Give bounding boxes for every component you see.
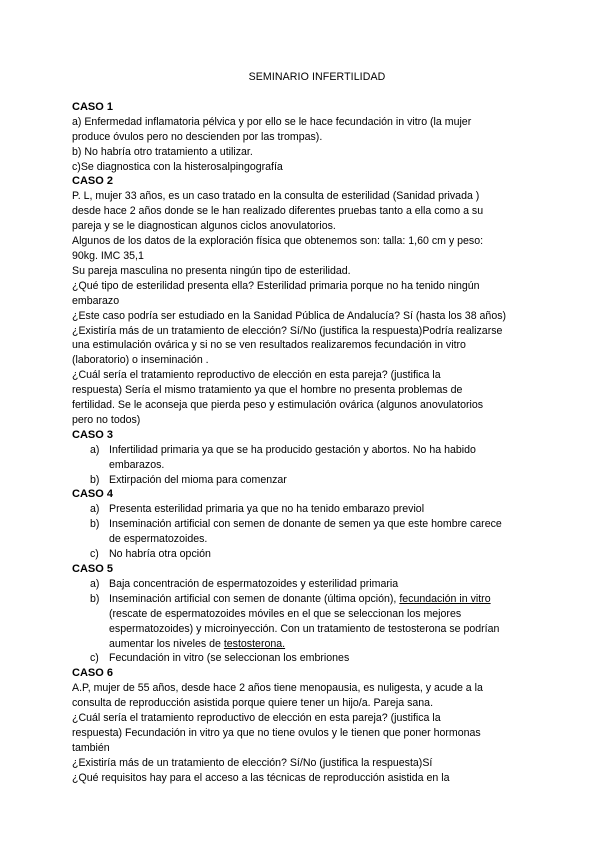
list-item-line: embarazos. [109, 458, 165, 471]
caso-6-line: A.P, mujer de 55 años, desde hace 2 años tiene menopausia, es nuligesta, y acude a la [72, 682, 483, 695]
caso-2-line: ¿Cuál sería el tratamiento reproductivo de elección en esta pareja? (justifica la [72, 369, 441, 382]
caso-1-line: c)Se diagnostica con la histerosalpingografía [72, 160, 283, 173]
caso-5-list [72, 577, 540, 666]
caso-1-section [72, 100, 540, 175]
caso-1-line: b) No habría otro tratamiento a utilizar. [72, 145, 253, 158]
list-item-line: Presenta esterilidad primaria ya que no ha tenido embarazo previol [109, 503, 425, 516]
list-item [72, 577, 540, 592]
list-marker: a) [90, 443, 100, 456]
document-title: SEMINARIO INFERTILIDAD [248, 71, 386, 83]
caso-2-line: ¿Este caso podría ser estudiado en la Sanidad Pública de Andalucía? Sí (hasta los 38 años) [72, 309, 507, 322]
list-item-line: Infertilidad primaria ya que se ha producido gestación y abortos. No ha habido [109, 443, 476, 456]
caso-6-line: también [72, 741, 110, 754]
list-item-line: Baja concentración de espermatozoides y esterilidad primaria [109, 577, 399, 590]
list-item [72, 473, 540, 488]
list-marker: a) [90, 503, 100, 516]
list-item [72, 547, 540, 562]
caso-2-line: Algunos de los datos de la exploración física que obtenemos son: talla: 1,60 cm y peso: [72, 235, 484, 248]
caso-1-line: a) Enfermedad inflamatoria pélvica y por ello se le hace fecundación in vitro (la mujer [72, 115, 472, 128]
caso-2-line: pareja y se le diagnostican algunos ciclos anovulatorios. [72, 220, 336, 233]
caso-4-heading: CASO 4 [72, 488, 113, 501]
list-marker: a) [90, 577, 100, 590]
caso-2-line: Su pareja masculina no presenta ningún tipo de esterilidad. [72, 264, 351, 277]
list-item-line: Inseminación artificial con semen de donante de semen ya que este hombre carece [109, 518, 502, 531]
list-marker: b) [90, 518, 100, 531]
list-marker: c) [90, 652, 99, 665]
caso-2-heading: CASO 2 [72, 175, 113, 188]
caso-6-line: ¿Existiría más de un tratamiento de elección? Sí/No (justifica la respuesta)Sí [72, 756, 433, 769]
caso-6-heading: CASO 6 [72, 667, 113, 680]
list-marker: c) [90, 548, 99, 561]
list-item [72, 592, 540, 652]
list-item [72, 517, 540, 547]
list-item-line: No habría otra opción [109, 548, 211, 561]
list-item-line: Fecundación in vitro (se seleccionan los embriones [109, 652, 350, 665]
caso-5-heading: CASO 5 [72, 563, 113, 575]
caso-3-section [72, 428, 540, 488]
list-item [72, 651, 540, 666]
caso-6-line: consulta de reproducción asistida porque quiere tener un hijo/a. Pareja sana. [72, 697, 434, 710]
caso-4-section [72, 487, 540, 562]
caso-2-line: (laboratorio) o inseminación . [72, 354, 209, 367]
caso-3-list [72, 443, 540, 488]
caso-1-heading: CASO 1 [72, 100, 113, 113]
list-item-line: de espermatozoides. [109, 533, 208, 546]
caso-5-section [72, 562, 540, 666]
list-item-line: aumentar los niveles de [109, 637, 224, 650]
caso-4-list [72, 502, 540, 562]
caso-2-line: fertilidad. Se le aconseja que pierda peso y estimulación ovárica (algunos anovulatorios [72, 399, 484, 412]
underlined-term: testosterona. [223, 637, 286, 650]
list-item-line: (rescate de espermatozoides móviles en el que se seleccionan los mejores [109, 607, 462, 620]
list-item [72, 502, 540, 517]
caso-1-line: produce óvulos pero no descienden por las trompas). [72, 130, 323, 143]
list-item-line: Inseminación artificial con semen de donante (última opción), [109, 592, 400, 605]
caso-3-heading: CASO 3 [72, 428, 113, 441]
caso-2-line: pero no todos) [72, 413, 141, 426]
list-marker: b) [90, 473, 100, 486]
caso-2-line: ¿Existiría más de un tratamiento de elección? Sí/No (justifica la respuesta)Podría realizarse [72, 324, 503, 337]
list-item-line: espermatozoides) y microinyección. Con un tratamiento de testosterona se podrían [109, 622, 500, 635]
list-marker: b) [90, 592, 100, 605]
caso-6-line: respuesta) Fecundación in vitro ya que no tiene ovulos y le tienen que poner hormonas [72, 726, 481, 739]
caso-2-section [72, 174, 540, 427]
caso-2-line: una estimulación ovárica y si no se ven resultados realizaremos fecundación in vitro [72, 339, 466, 352]
caso-2-line: P. L, mujer 33 años, es un caso tratado en la consulta de esterilidad (Sanidad privada ) [72, 190, 480, 203]
caso-2-line: desde hace 2 años donde se le han realizado diferentes pruebas tanto a ella como a su [72, 205, 484, 218]
caso-2-line: ¿Qué tipo de esterilidad presenta ella? Esterilidad primaria porque no ha tenido ningún [72, 279, 480, 292]
caso-6-line: ¿Cuál sería el tratamiento reproductivo de elección en esta pareja? (justifica la [72, 712, 441, 725]
caso-2-line: respuesta) Sería el mismo tratamiento ya que el hombre no presenta problemas de [72, 384, 463, 397]
caso-6-section [72, 666, 540, 785]
list-item [72, 443, 540, 473]
list-item-line: Extirpación del mioma para comenzar [109, 473, 287, 486]
underlined-term: fecundación in vitro [399, 592, 491, 605]
caso-6-line: ¿Qué requisitos hay para el acceso a las técnicas de reproducción asistida en la [72, 771, 450, 784]
caso-2-line: embarazo [72, 294, 120, 307]
caso-2-line: 90kg. IMC 35,1 [72, 249, 144, 262]
